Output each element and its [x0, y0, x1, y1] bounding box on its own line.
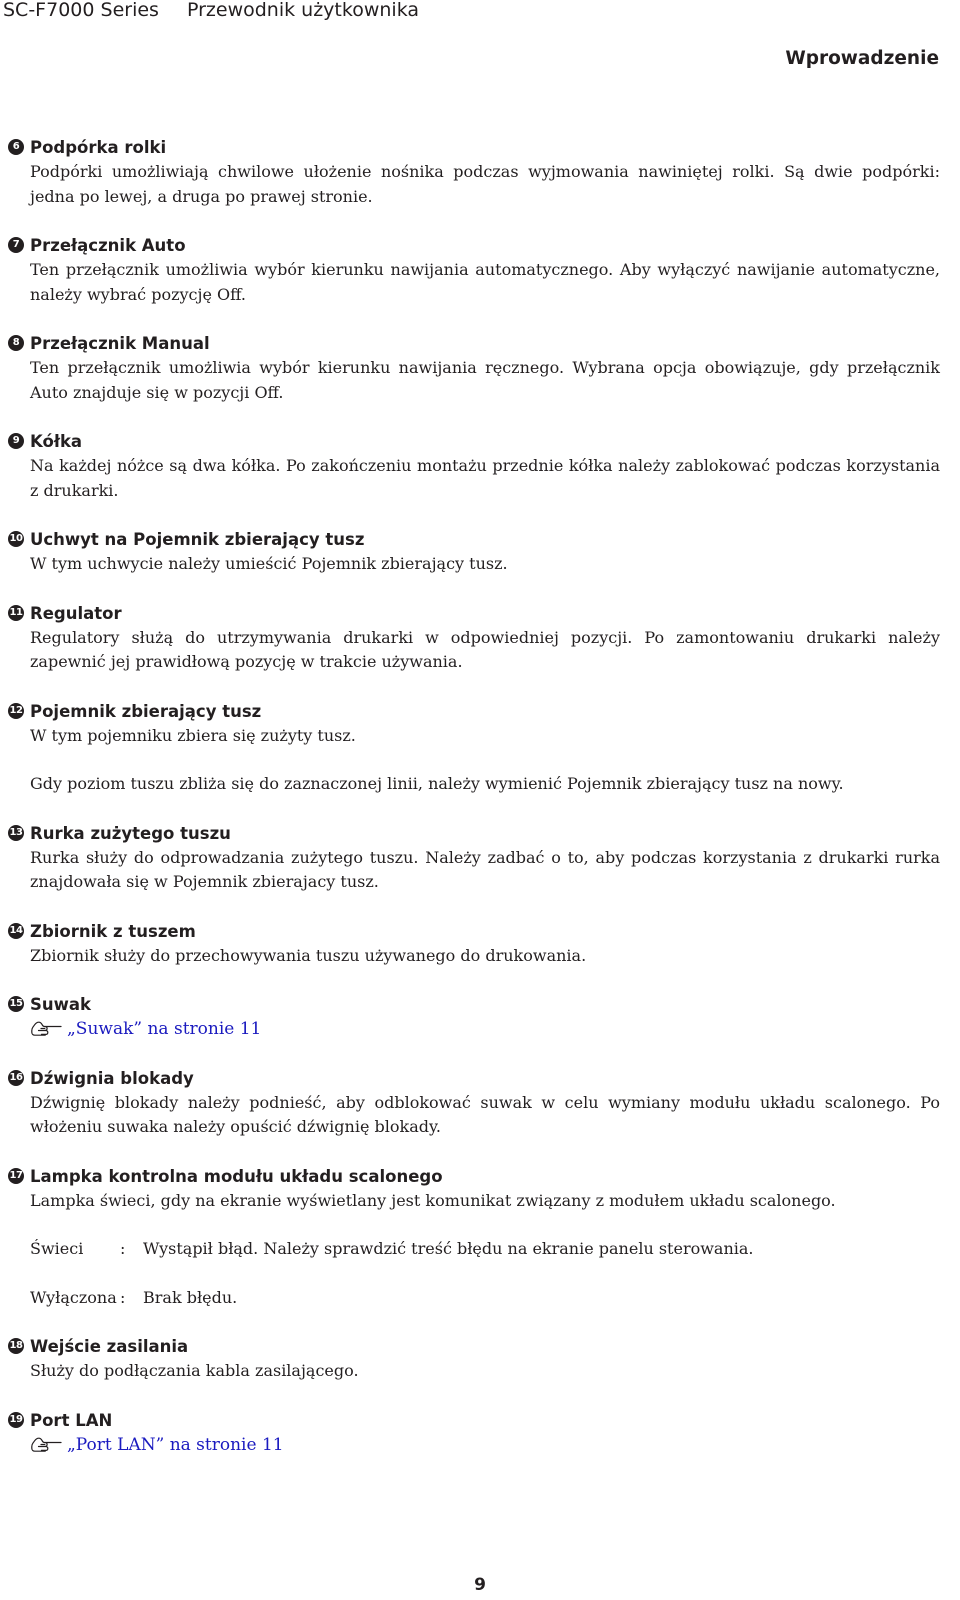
- cross-reference-link[interactable]: [30, 1017, 960, 1042]
- item-title: Przełącznik Manual: [30, 334, 210, 353]
- list-item: [0, 920, 960, 969]
- status-row: [30, 1237, 960, 1262]
- item-number-badge: 8: [8, 335, 24, 351]
- item-description: W tym pojemniku zbiera się zużyty tusz.: [30, 725, 356, 745]
- list-item: [0, 234, 960, 307]
- item-number-badge: 9: [8, 433, 24, 449]
- list-item: [0, 136, 960, 209]
- item-number-badge: 7: [8, 237, 24, 253]
- item-title: Uchwyt na Pojemnik zbierający tusz: [30, 530, 365, 549]
- series-name: SC-F7000 Series: [3, 0, 159, 21]
- status-table: [30, 1237, 960, 1310]
- item-number-badge: 15: [8, 996, 24, 1012]
- pointing-hand-icon: [30, 1020, 62, 1036]
- item-description: Ten przełącznik umożliwia wybór kierunku nawijania ręcznego. Wybrana opcja obowiązuje, gdy przełącznik Auto znajduje się w pozycji Off.: [30, 358, 940, 402]
- item-title: Regulator: [30, 603, 122, 623]
- status-key: Wyłączona: [30, 1287, 117, 1307]
- item-number-badge: 17: [8, 1168, 24, 1184]
- status-colon: :: [120, 1239, 126, 1258]
- item-note: Gdy poziom tuszu zbliża się do zaznaczonej linii, należy wymienić Pojemnik zbierający tusz na nowy.: [30, 774, 844, 793]
- guide-name: Przewodnik użytkownika: [186, 0, 420, 21]
- item-title: Port LAN: [30, 1410, 113, 1430]
- link-text[interactable]: „Port LAN” na stronie 11: [67, 1434, 284, 1455]
- item-number-badge: 18: [8, 1338, 24, 1354]
- item-description: Lampka świeci, gdy na ekranie wyświetlany jest komunikat związany z modułem układu scalonego.: [30, 1190, 836, 1210]
- item-number-badge: 14: [8, 923, 24, 939]
- status-colon: :: [120, 1287, 126, 1307]
- list-item: [0, 602, 960, 675]
- status-key: Świeci: [30, 1239, 84, 1258]
- cross-reference-link[interactable]: [30, 1433, 960, 1458]
- list-item: [0, 1067, 960, 1140]
- running-header: [3, 0, 419, 21]
- status-row: [30, 1286, 960, 1311]
- item-description: Zbiornik służy do przechowywania tuszu używanego do drukowania.: [30, 945, 587, 965]
- item-number-badge: 11: [8, 605, 24, 621]
- item-title: Przełącznik Auto: [30, 236, 186, 255]
- item-description: Dźwignię blokady należy podnieść, aby odblokować suwak w celu wymiany modułu układu scalonego. Po włożeniu suwaka należy opuścić dźwignię blokady.: [30, 1092, 940, 1136]
- item-title: Suwak: [30, 995, 91, 1014]
- item-description: Regulatory służą do utrzymywania drukarki w odpowiedniej pozycji. Po zamontowaniu drukarki należy zapewnić jej prawidłową pozycję w trakcie używania.: [30, 627, 940, 671]
- item-title: Rurka zużytego tuszu: [30, 823, 231, 843]
- item-description: Podpórki umożliwiają chwilowe ułożenie nośnika podczas wyjmowania nawiniętej rolki. Są dwie podpórki: jedna po lewej, a druga po prawej stronie.: [30, 162, 940, 206]
- link-text[interactable]: „Suwak” na stronie 11: [67, 1019, 262, 1039]
- list-item: [0, 1335, 960, 1384]
- item-title: Zbiornik z tuszem: [30, 921, 196, 941]
- item-title: Kółka: [30, 432, 83, 451]
- list-item: [0, 822, 960, 895]
- chapter-title: Wprowadzenie: [785, 48, 939, 69]
- item-number-badge: 10: [8, 531, 24, 547]
- status-value: Brak błędu.: [143, 1287, 238, 1307]
- item-title: Wejście zasilania: [30, 1337, 189, 1356]
- item-description: Rurka służy do odprowadzania zużytego tuszu. Należy zadbać o to, aby podczas korzystania z drukarki rurka znajdowała się w Pojemnik zbierajacy tusz.: [30, 847, 940, 891]
- item-number-badge: 19: [8, 1412, 24, 1428]
- item-number-badge: 16: [8, 1070, 24, 1086]
- list-item: [0, 430, 960, 503]
- item-title: Podpórka rolki: [30, 138, 167, 157]
- list-item: [0, 1165, 960, 1311]
- page-number: 9: [474, 1575, 486, 1595]
- item-number-badge: 13: [8, 825, 24, 841]
- item-title: Dźwignia blokady: [30, 1068, 194, 1088]
- pointing-hand-icon: [30, 1436, 62, 1452]
- item-number-badge: 6: [8, 139, 24, 155]
- list-item: [0, 993, 960, 1042]
- list-item: [0, 700, 960, 797]
- item-description: Ten przełącznik umożliwia wybór kierunku nawijania automatycznego. Aby wyłączyć nawijanie automatyczne, należy wybrać pozycję Off.: [30, 260, 940, 304]
- list-item: [0, 1409, 960, 1458]
- component-list: [0, 136, 960, 1482]
- item-title: Pojemnik zbierający tusz: [30, 701, 262, 721]
- item-description: W tym uchwycie należy umieścić Pojemnik zbierający tusz.: [30, 554, 508, 573]
- item-number-badge: 12: [8, 703, 24, 719]
- list-item: [0, 528, 960, 577]
- item-description: Służy do podłączania kabla zasilającego.: [30, 1361, 359, 1380]
- item-description: Na każdej nóżce są dwa kółka. Po zakończeniu montażu przednie kółka należy zablokować podczas korzystania z drukarki.: [30, 456, 940, 500]
- list-item: [0, 332, 960, 405]
- status-value: Wystąpił błąd. Należy sprawdzić treść błędu na ekranie panelu sterowania.: [143, 1239, 754, 1258]
- item-title: Lampka kontrolna modułu układu scalonego: [30, 1166, 443, 1186]
